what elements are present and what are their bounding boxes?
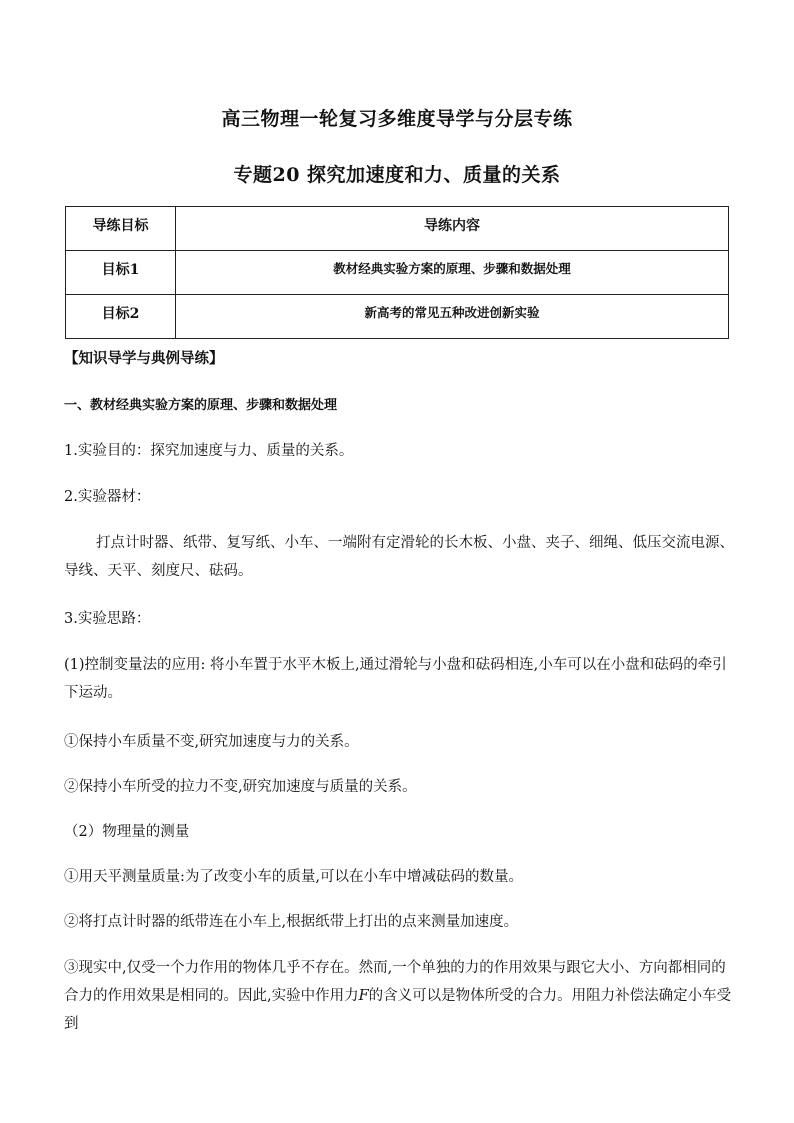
- topic-title: 专题20 探究加速度和力、质量的关系: [233, 164, 561, 186]
- goal-table-header-content: 导练内容: [176, 207, 729, 251]
- paragraph-mass-measure: ①用天平测量质量:为了改变小车的质量,可以在小车中增减砝码的数量。: [64, 869, 523, 885]
- goal-target-cell: 目标1: [66, 251, 176, 295]
- paragraph-purpose: 1.实验目的：探究加速度与力、质量的关系。: [64, 443, 354, 459]
- goal-table-row: [66, 295, 729, 339]
- paragraph-equipment-label: 2.实验器材：: [64, 489, 151, 505]
- goal-table: [65, 206, 729, 339]
- goal-target-cell: 目标2: [66, 295, 176, 339]
- paragraph-fixed-mass: ①保持小车质量不变,研究加速度与力的关系。: [64, 734, 359, 750]
- paragraph-approach-label: 3.实验思路：: [64, 611, 151, 627]
- goal-content-cell: 教材经典实验方案的原理、步骤和数据处理: [176, 251, 729, 295]
- paragraph-control-variable: (1)控制变量法的应用: 将小车置于水平木板上,通过滑轮与小盘和砝码相连,小车可以在小盘和砝码的牵引下运动。: [64, 657, 727, 701]
- paragraph-equipment-list: 打点计时器、纸带、复写纸、小车、一端附有定滑轮的长木板、小盘、夹子、细绳、低压交流电源、导线、天平、刻度尺、砝码。: [64, 535, 734, 579]
- section-heading: 【知识导学与典例导练】: [64, 350, 224, 367]
- paragraph-acceleration-measure: ②将打点计时器的纸带连在小车上,根据纸带上打出的点来测量加速度。: [64, 914, 519, 930]
- paragraph-fixed-force: ②保持小车所受的拉力不变,研究加速度与质量的关系。: [64, 779, 417, 795]
- paragraph-net-force: [64, 954, 734, 1038]
- net-force-text-a: ③现实中,仅受一个力作用的物体几乎不存在。然而,一个单独的力的作用效果与跟它大小、方向都相同的合力的作用效果是相同的。因此,实验中作用力: [64, 960, 726, 1004]
- goal-content-cell: 新高考的常见五种改进创新实验: [176, 295, 729, 339]
- force-variable: F: [358, 988, 369, 1004]
- document-title: 高三物理一轮复习多维度导学与分层专练: [221, 108, 573, 130]
- goal-table-header-row: [66, 207, 729, 251]
- net-force-text-b: 的含义可以是物体所受的合力。用阻力补偿法确定小车受到: [64, 988, 732, 1032]
- paragraph-measurement-label: （2）物理量的测量: [64, 824, 190, 840]
- goal-table-row: [66, 251, 729, 295]
- part-heading: 一、教材经典实验方案的原理、步骤和数据处理: [64, 398, 338, 413]
- goal-table-header-target: 导练目标: [66, 207, 176, 251]
